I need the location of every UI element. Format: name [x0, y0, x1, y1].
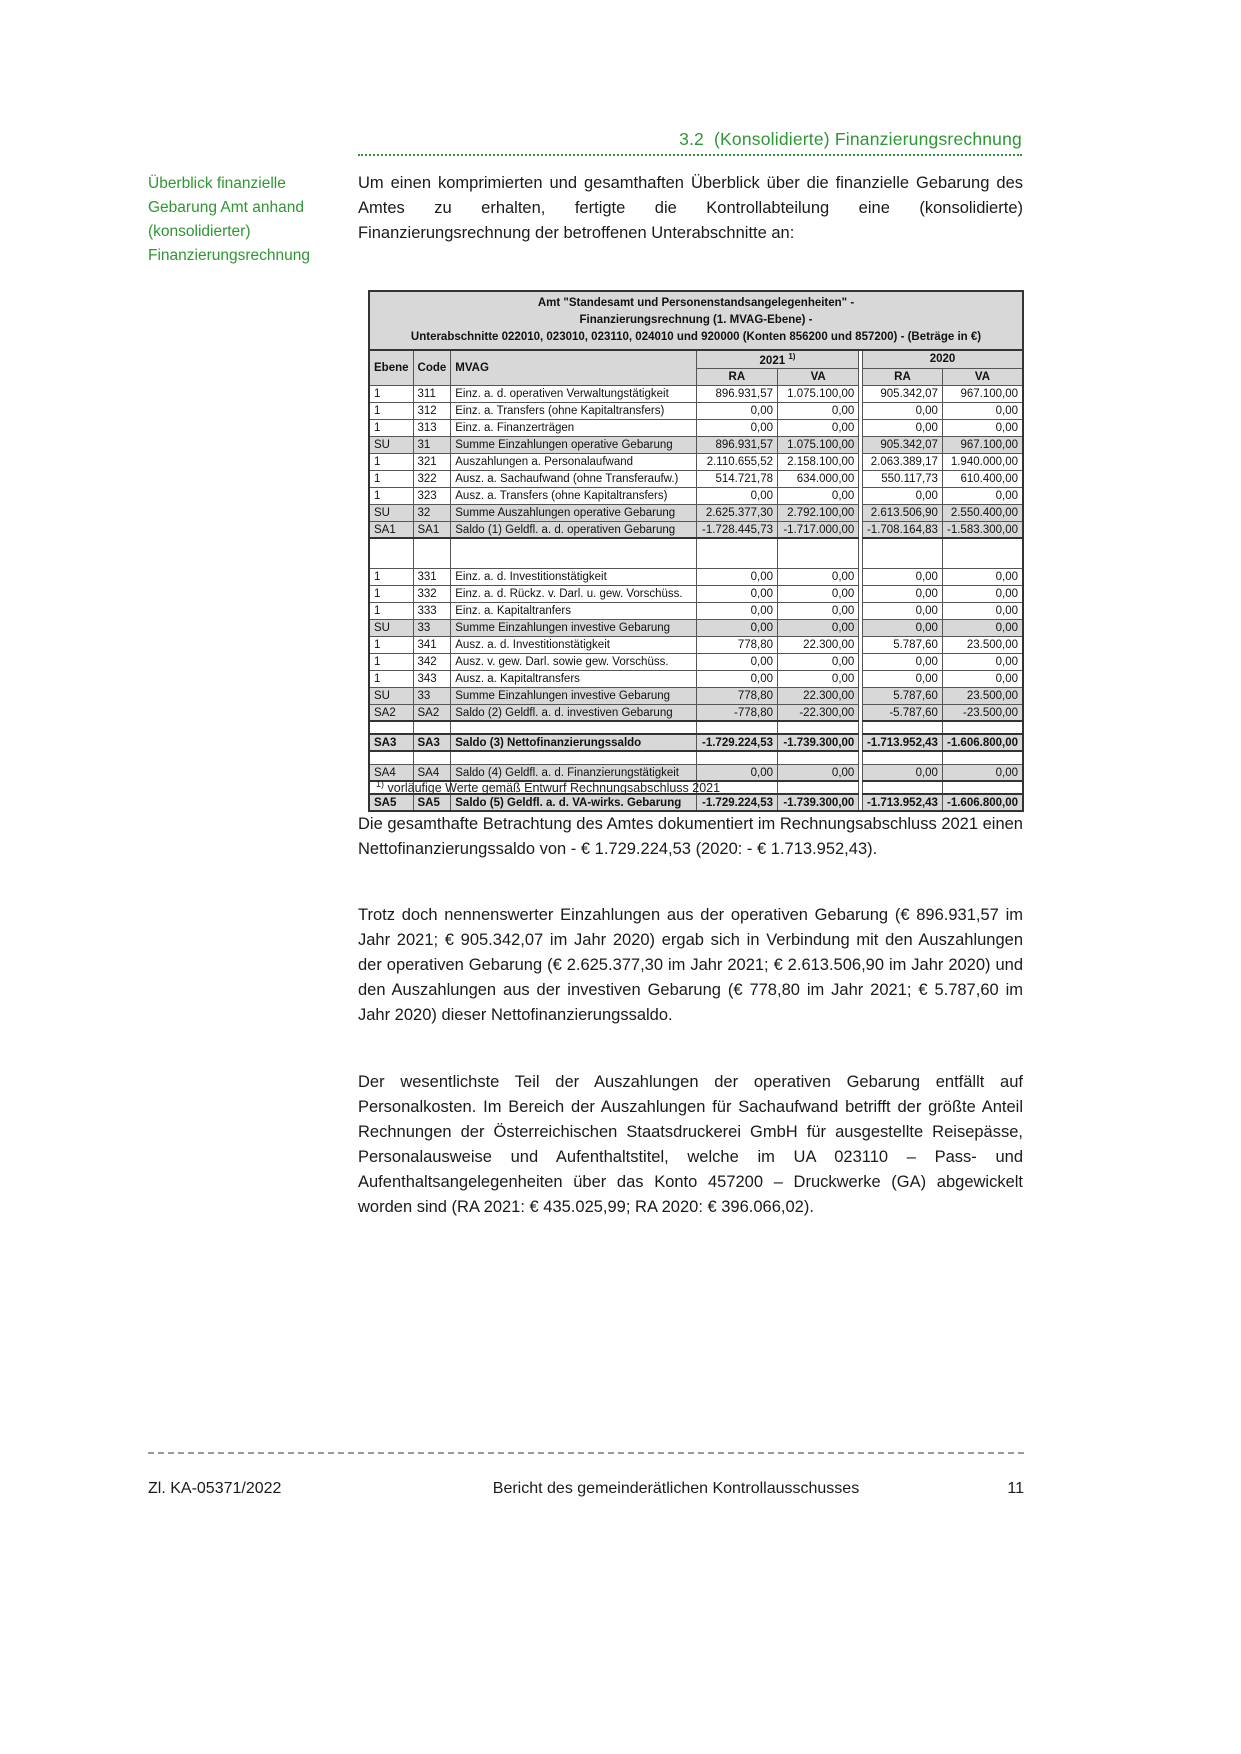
table-row: [369, 751, 1023, 764]
cell-ra20: [862, 751, 942, 764]
cell-va21: 22.300,00: [778, 687, 859, 704]
cell-ebene: [369, 538, 413, 568]
cell-code: 323: [413, 487, 451, 504]
cell-ebene: 1: [369, 602, 413, 619]
cell-ra20: 5.787,60: [862, 636, 942, 653]
cell-label: Ausz. a. Kapitaltransfers: [451, 670, 696, 687]
cell-label: [451, 538, 696, 568]
cell-ra21: 0,00: [696, 653, 777, 670]
footer-page-number: 11: [1007, 1480, 1024, 1497]
body-paragraph-2: Trotz doch nennenswerter Einzahlungen aus der operativen Gebarung (€ 896.931,57 im Jahr 2021; € 905.342,07 im Jahr 2020) ergab sich in Verbindung mit den Auszahlungen der operativen Gebarung (€ 2.625.377,30 im Jahr 2021; € 2.613.506,90 im Jahr 2020) und den Auszahlungen aus der investiven Gebarung (€ 778,80 im Jahr 2021; € 5.787,60 im Jahr 2020) dieser Nettofinanzierungssaldo.: [358, 906, 1023, 1024]
cell-ra21: 2.625.377,30: [696, 504, 777, 521]
cell-va21: 0,00: [778, 568, 859, 585]
cell-ra21: 0,00: [696, 487, 777, 504]
cell-va21: 1.075.100,00: [778, 436, 859, 453]
cell-ra20: 0,00: [862, 585, 942, 602]
fin-table-head: [369, 291, 1023, 385]
table-row: [369, 385, 1023, 402]
cell-ebene: 1: [369, 419, 413, 436]
table-row: [369, 670, 1023, 687]
page-footer: [148, 1480, 1024, 1498]
cell-code: 343: [413, 670, 451, 687]
cell-ra21: 0,00: [696, 670, 777, 687]
cell-va21: 0,00: [778, 764, 859, 781]
cell-ebene: 1: [369, 585, 413, 602]
cell-ra21: 0,00: [696, 419, 777, 436]
col-header-mvag: MVAG: [451, 350, 696, 385]
cell-va21: 2.158.100,00: [778, 453, 859, 470]
cell-ebene: SA5: [369, 794, 413, 811]
section-title: (Konsolidierte) Finanzierungsrechnung: [714, 129, 1022, 149]
cell-va21: 0,00: [778, 487, 859, 504]
cell-code: 31: [413, 436, 451, 453]
cell-ra20: -5.787,60: [862, 704, 942, 721]
cell-ra21: 2.110.655,52: [696, 453, 777, 470]
table-row: [369, 704, 1023, 721]
table-row: [369, 419, 1023, 436]
table-title-line2: Finanzierungsrechnung (1. MVAG-Ebene) -: [579, 314, 813, 326]
table-row: [369, 794, 1023, 811]
cell-label: [451, 721, 696, 734]
cell-ebene: SU: [369, 436, 413, 453]
cell-ebene: SA1: [369, 521, 413, 538]
cell-ra20: 0,00: [862, 670, 942, 687]
cell-label: Ausz. a. Sachaufwand (ohne Transferaufw.): [451, 470, 696, 487]
cell-ra21: [696, 538, 777, 568]
cell-va21: 0,00: [778, 602, 859, 619]
cell-ra20: 0,00: [862, 568, 942, 585]
table-title: [369, 291, 1023, 350]
cell-va20: 2.550.400,00: [942, 504, 1023, 521]
cell-ebene: 1: [369, 568, 413, 585]
footer-dashed-rule: [148, 1452, 1024, 1454]
cell-va21: 634.000,00: [778, 470, 859, 487]
cell-label: Summe Einzahlungen investive Gebarung: [451, 687, 696, 704]
footer-reference: Zl. KA-05371/2022: [148, 1480, 282, 1497]
cell-va21: 0,00: [778, 653, 859, 670]
body-paragraph-1: Die gesamthafte Betrachtung des Amtes dokumentiert im Rechnungsabschluss 2021 einen Nettofinanzierungssaldo von - € 1.729.224,53 (2020: - € 1.713.952,43).: [358, 815, 1023, 858]
cell-ebene: 1: [369, 636, 413, 653]
cell-va20: 23.500,00: [942, 687, 1023, 704]
cell-va20: 0,00: [942, 487, 1023, 504]
cell-ra21: 896.931,57: [696, 436, 777, 453]
col-header-ra-2020: RA: [862, 368, 942, 385]
cell-ebene: 1: [369, 402, 413, 419]
fin-table: [368, 290, 1024, 812]
cell-code: 341: [413, 636, 451, 653]
cell-va20: -1.606.800,00: [942, 734, 1023, 751]
cell-va20: 0,00: [942, 602, 1023, 619]
table-row: [369, 538, 1023, 568]
cell-va20: -1.583.300,00: [942, 521, 1023, 538]
cell-code: 313: [413, 419, 451, 436]
cell-ebene: 1: [369, 653, 413, 670]
table-row: [369, 436, 1023, 453]
cell-va20: -1.606.800,00: [942, 794, 1023, 811]
cell-ra21: -778,80: [696, 704, 777, 721]
cell-va21: -1.739.300,00: [778, 794, 859, 811]
finanzierungsrechnung-table: [368, 290, 1024, 812]
cell-code: 331: [413, 568, 451, 585]
cell-ra21: [696, 751, 777, 764]
cell-va20: 0,00: [942, 619, 1023, 636]
cell-label: Einz. a. d. Rückz. v. Darl. u. gew. Vorschüss.: [451, 585, 696, 602]
cell-va21: -22.300,00: [778, 704, 859, 721]
cell-ra21: 0,00: [696, 568, 777, 585]
cell-ra20: 5.787,60: [862, 687, 942, 704]
cell-ra20: 0,00: [862, 653, 942, 670]
cell-code: 321: [413, 453, 451, 470]
cell-va21: 0,00: [778, 402, 859, 419]
cell-code: 311: [413, 385, 451, 402]
cell-va20: 0,00: [942, 585, 1023, 602]
col-header-2021: [696, 350, 859, 368]
table-row: [369, 653, 1023, 670]
table-header-row-years: [369, 350, 1023, 368]
cell-ra20: 0,00: [862, 402, 942, 419]
cell-va21: 0,00: [778, 619, 859, 636]
table-row: [369, 504, 1023, 521]
cell-va20: [942, 721, 1023, 734]
section-heading: [358, 129, 1022, 150]
cell-va21: [778, 781, 859, 794]
cell-code: [413, 751, 451, 764]
col-header-va-2020: VA: [942, 368, 1023, 385]
cell-ebene: 1: [369, 487, 413, 504]
cell-va21: -1.717.000,00: [778, 521, 859, 538]
table-footnote: [376, 779, 720, 795]
cell-va20: [942, 538, 1023, 568]
cell-code: 32: [413, 504, 451, 521]
cell-va20: 0,00: [942, 670, 1023, 687]
table-row: [369, 721, 1023, 734]
table-row: [369, 487, 1023, 504]
cell-va20: 0,00: [942, 402, 1023, 419]
cell-label: Einz. a. d. operativen Verwaltungstätigkeit: [451, 385, 696, 402]
cell-va21: 2.792.100,00: [778, 504, 859, 521]
cell-ra20: 0,00: [862, 419, 942, 436]
cell-va20: 967.100,00: [942, 436, 1023, 453]
cell-code: 322: [413, 470, 451, 487]
table-row: [369, 585, 1023, 602]
cell-ra20: 0,00: [862, 619, 942, 636]
cell-va21: [778, 721, 859, 734]
cell-label: Summe Einzahlungen operative Gebarung: [451, 436, 696, 453]
cell-va20: 0,00: [942, 764, 1023, 781]
cell-code: 312: [413, 402, 451, 419]
cell-ebene: SA4: [369, 764, 413, 781]
cell-label: Ausz. a. Transfers (ohne Kapitaltransfers): [451, 487, 696, 504]
cell-ra21: 778,80: [696, 636, 777, 653]
cell-ebene: SA2: [369, 704, 413, 721]
cell-ra21: -1.729.224,53: [696, 794, 777, 811]
body-paragraph-3: Der wesentlichste Teil der Auszahlungen der operativen Gebarung entfällt auf Personalkosten. Im Bereich der Auszahlungen für Sachaufwand betrifft der größte Anteil Rechnungen der Österreichischen Staatsdruckerei GmbH für ausgestellte Reisepässe, Personalausweise und Aufenthaltstitel, welche im UA 023110 – Pass- und Aufenthaltsangelegenheiten über das Konto 457200 – Druckwerke (GA) abgewickelt worden sind (RA 2021: € 435.025,99; RA 2020: € 396.066,02).: [358, 1073, 1023, 1216]
cell-label: Saldo (1) Geldfl. a. d. operativen Gebarung: [451, 521, 696, 538]
cell-ebene: [369, 721, 413, 734]
cell-ra21: 0,00: [696, 402, 777, 419]
cell-label: Auszahlungen a. Personalaufwand: [451, 453, 696, 470]
cell-ebene: SU: [369, 619, 413, 636]
year-2021-label: 2021: [759, 354, 786, 367]
cell-ra21: 896.931,57: [696, 385, 777, 402]
cell-code: 333: [413, 602, 451, 619]
cell-label: Ausz. a. d. Investitionstätigkeit: [451, 636, 696, 653]
cell-ebene: 1: [369, 670, 413, 687]
col-header-va-2021: VA: [778, 368, 859, 385]
cell-code: 342: [413, 653, 451, 670]
table-row: [369, 568, 1023, 585]
cell-code: 332: [413, 585, 451, 602]
cell-va20: 0,00: [942, 419, 1023, 436]
col-header-ra-2021: RA: [696, 368, 777, 385]
cell-va20: [942, 781, 1023, 794]
cell-ebene: SU: [369, 504, 413, 521]
table-row: [369, 687, 1023, 704]
table-row: [369, 734, 1023, 751]
cell-va20: 610.400,00: [942, 470, 1023, 487]
cell-ra20: 0,00: [862, 602, 942, 619]
cell-label: Summe Einzahlungen investive Gebarung: [451, 619, 696, 636]
table-row: [369, 402, 1023, 419]
cell-va20: 0,00: [942, 653, 1023, 670]
footer-title: Bericht des gemeinderätlichen Kontrollausschusses: [492, 1480, 860, 1497]
cell-code: SA3: [413, 734, 451, 751]
cell-ra21: 0,00: [696, 619, 777, 636]
table-title-line3: Unterabschnitte 022010, 023010, 023110, 024010 und 920000 (Konten 856200 und 857200) - (Beträge in €): [410, 331, 982, 343]
table-title-line1: Amt "Standesamt und Personenstandsangelegenheiten" -: [537, 297, 855, 309]
cell-ra20: 2.063.389,17: [862, 453, 942, 470]
cell-ra21: 778,80: [696, 687, 777, 704]
intro-paragraph: Um einen komprimierten und gesamthaften Überblick über die finanzielle Gebarung des Amtes zu erhalten, fertigte die Kontrollabteilung eine (konsolidierte) Finanzierungsrechnung der betroffenen Unterabschnitte an:: [358, 174, 1023, 242]
cell-ra20: -1.713.952,43: [862, 794, 942, 811]
cell-code: SA1: [413, 521, 451, 538]
cell-label: Einz. a. Transfers (ohne Kapitaltransfers): [451, 402, 696, 419]
cell-va21: 22.300,00: [778, 636, 859, 653]
cell-ra20: -1.713.952,43: [862, 734, 942, 751]
cell-ra20: 550.117,73: [862, 470, 942, 487]
cell-label: Ausz. v. gew. Darl. sowie gew. Vorschüss.: [451, 653, 696, 670]
cell-label: Saldo (3) Nettofinanzierungssaldo: [451, 734, 696, 751]
cell-va20: [942, 751, 1023, 764]
cell-ra21: [696, 721, 777, 734]
cell-va20: 1.940.000,00: [942, 453, 1023, 470]
cell-va20: 967.100,00: [942, 385, 1023, 402]
cell-ra21: 514.721,78: [696, 470, 777, 487]
cell-ra20: 905.342,07: [862, 436, 942, 453]
cell-ebene: 1: [369, 385, 413, 402]
cell-va20: 23.500,00: [942, 636, 1023, 653]
cell-code: SA4: [413, 764, 451, 781]
cell-ra21: 0,00: [696, 602, 777, 619]
cell-va21: 0,00: [778, 670, 859, 687]
cell-va20: 0,00: [942, 568, 1023, 585]
table-row: [369, 619, 1023, 636]
cell-code: [413, 538, 451, 568]
cell-ra20: 0,00: [862, 764, 942, 781]
cell-ebene: 1: [369, 453, 413, 470]
cell-code: SA2: [413, 704, 451, 721]
cell-va21: 0,00: [778, 419, 859, 436]
section-number: 3.2: [679, 129, 704, 149]
footnote-text: vorläufige Werte gemäß Entwurf Rechnungsabschluss 2021: [384, 781, 721, 796]
cell-label: Saldo (4) Geldfl. a. d. Finanzierungstätigkeit: [451, 764, 696, 781]
col-header-code: Code: [413, 350, 451, 385]
cell-ra20: -1.708.164,83: [862, 521, 942, 538]
cell-label: Saldo (5) Geldfl. a. d. VA-wirks. Gebarung: [451, 794, 696, 811]
col-header-ebene: Ebene: [369, 350, 413, 385]
col-header-2020: 2020: [862, 350, 1023, 368]
cell-va20: -23.500,00: [942, 704, 1023, 721]
table-row: [369, 453, 1023, 470]
cell-code: 33: [413, 619, 451, 636]
margin-note: Überblick finanzielle Gebarung Amt anhand (konsolidierter) Finanzierungsrechnung: [148, 175, 310, 264]
cell-ra20: [862, 721, 942, 734]
cell-ebene: 1: [369, 470, 413, 487]
cell-va21: [778, 751, 859, 764]
cell-ra21: -1.728.445,73: [696, 521, 777, 538]
cell-label: Einz. a. Finanzerträgen: [451, 419, 696, 436]
cell-ra20: [862, 781, 942, 794]
cell-ra20: 905.342,07: [862, 385, 942, 402]
cell-va21: [778, 538, 859, 568]
cell-ebene: [369, 751, 413, 764]
cell-label: Saldo (2) Geldfl. a. d. investiven Gebarung: [451, 704, 696, 721]
cell-ebene: SU: [369, 687, 413, 704]
cell-ra21: -1.729.224,53: [696, 734, 777, 751]
table-title-row: [369, 291, 1023, 350]
cell-ra21: 0,00: [696, 585, 777, 602]
cell-va21: -1.739.300,00: [778, 734, 859, 751]
table-row: [369, 636, 1023, 653]
cell-label: Einz. a. d. Investitionstätigkeit: [451, 568, 696, 585]
table-row: [369, 602, 1023, 619]
cell-label: [451, 751, 696, 764]
cell-ebene: SA3: [369, 734, 413, 751]
cell-va21: 1.075.100,00: [778, 385, 859, 402]
cell-code: SA5: [413, 794, 451, 811]
cell-code: 33: [413, 687, 451, 704]
cell-code: [413, 721, 451, 734]
cell-label: Summe Auszahlungen operative Gebarung: [451, 504, 696, 521]
table-row: [369, 470, 1023, 487]
heading-dotted-rule: [358, 152, 1022, 156]
year-2021-footnote-marker: 1): [788, 352, 796, 361]
cell-ra20: [862, 538, 942, 568]
footnote-marker: 1): [376, 779, 385, 789]
cell-ra21: 0,00: [696, 764, 777, 781]
cell-label: Einz. a. Kapitaltranfers: [451, 602, 696, 619]
cell-ra20: 0,00: [862, 487, 942, 504]
table-row: [369, 521, 1023, 538]
cell-va21: 0,00: [778, 585, 859, 602]
cell-ra20: 2.613.506,90: [862, 504, 942, 521]
fin-table-body: [369, 385, 1023, 811]
